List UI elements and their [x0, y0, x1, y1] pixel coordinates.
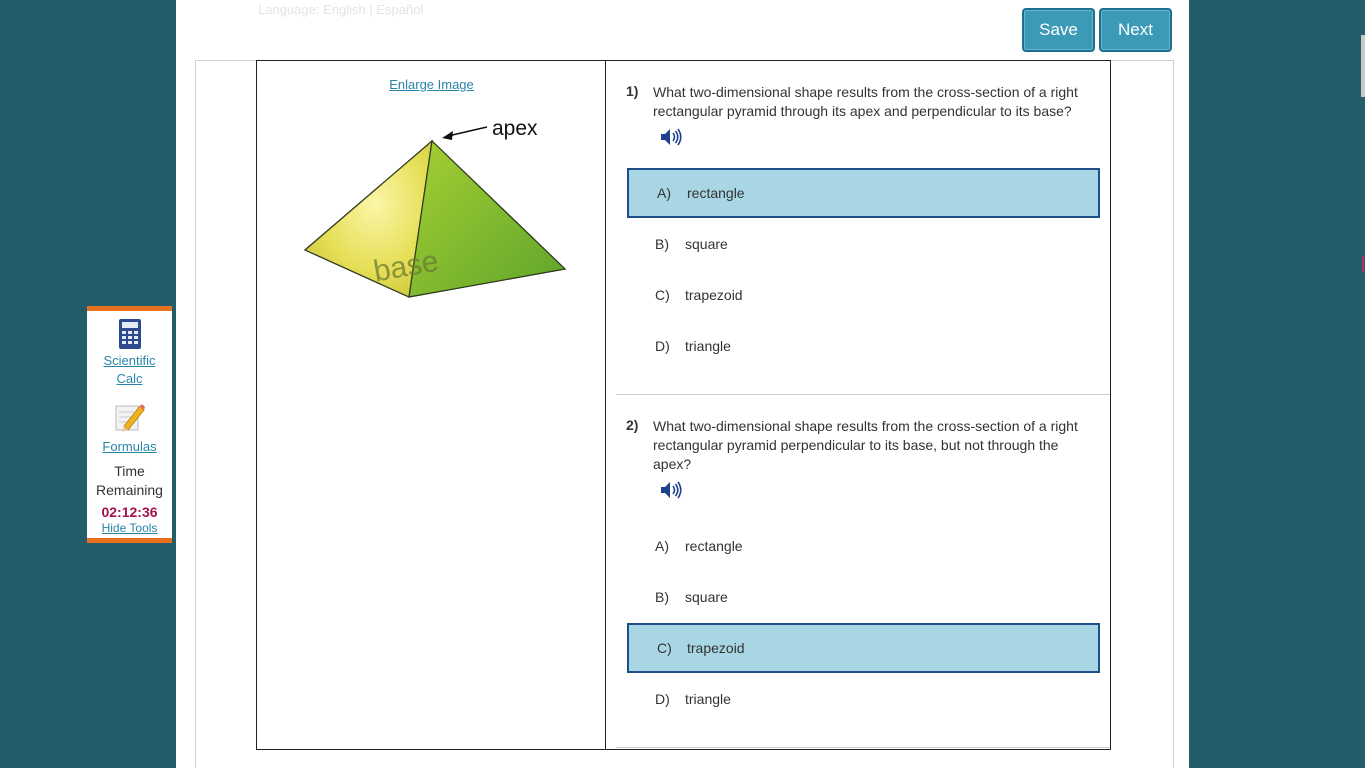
- time-remaining-label: [87, 462, 172, 500]
- q2-option-c[interactable]: [627, 623, 1100, 673]
- question-divider: [616, 394, 1110, 395]
- q1-option-d[interactable]: [627, 321, 1100, 371]
- q2-option-b[interactable]: [627, 572, 1100, 622]
- scientific-calc-link[interactable]: [87, 352, 172, 388]
- option-letter: C): [655, 287, 670, 303]
- question-text: What two-dimensional shape results from the cross-section of a right rectangular pyramid perpendicular to its base, but not through the apex?: [653, 418, 1078, 472]
- enlarge-image-link[interactable]: Enlarge Image: [389, 77, 474, 92]
- next-button[interactable]: Next: [1099, 8, 1172, 52]
- option-text: rectangle: [685, 538, 743, 554]
- question-number: 1): [626, 83, 639, 99]
- calc-label-line1: Scientific: [103, 353, 156, 368]
- hide-tools-link[interactable]: Hide Tools: [101, 521, 158, 535]
- base-label: base: [371, 244, 441, 289]
- scrollbar-thumb[interactable]: [1361, 35, 1365, 97]
- option-letter: D): [655, 338, 670, 354]
- q2-option-a[interactable]: [627, 521, 1100, 571]
- option-text: rectangle: [687, 185, 745, 201]
- save-button[interactable]: Save: [1022, 8, 1095, 52]
- question-text: What two-dimensional shape results from the cross-section of a right rectangular pyramid through its apex and perpendicular to its base?: [653, 84, 1078, 119]
- time-label-line1: Time: [114, 463, 145, 479]
- option-text: square: [685, 236, 728, 252]
- calc-label-line2: Calc: [116, 371, 143, 386]
- q1-option-b[interactable]: [627, 219, 1100, 269]
- question-number: 2): [626, 417, 639, 433]
- option-text: square: [685, 589, 728, 605]
- q2-option-d[interactable]: [627, 674, 1100, 724]
- questions-panel: [605, 60, 1111, 750]
- q1-option-c[interactable]: [627, 270, 1100, 320]
- stimulus-panel: [256, 60, 606, 750]
- option-letter: A): [655, 538, 669, 554]
- speaker-icon[interactable]: [660, 480, 682, 500]
- calculator-icon[interactable]: [118, 318, 142, 350]
- time-remaining-value: 02:12:36: [101, 504, 158, 520]
- option-text: triangle: [685, 338, 731, 354]
- speaker-icon[interactable]: [660, 127, 682, 147]
- option-letter: B): [655, 236, 669, 252]
- option-letter: A): [657, 185, 671, 201]
- tools-panel: [87, 306, 172, 543]
- option-letter: B): [655, 589, 669, 605]
- apex-label: apex: [492, 117, 538, 140]
- question-divider: [616, 747, 1110, 748]
- test-page: [176, 0, 1189, 768]
- option-text: triangle: [685, 691, 731, 707]
- option-text: trapezoid: [687, 640, 745, 656]
- language-selector[interactable]: Language: English | Español: [258, 2, 424, 17]
- option-letter: D): [655, 691, 670, 707]
- time-label-line2: Remaining: [96, 482, 163, 498]
- formulas-pencil-icon[interactable]: [114, 402, 146, 432]
- option-letter: C): [657, 640, 672, 656]
- q1-option-a[interactable]: [627, 168, 1100, 218]
- option-text: trapezoid: [685, 287, 743, 303]
- formulas-link[interactable]: Formulas: [102, 439, 157, 454]
- pyramid-image: [302, 109, 572, 309]
